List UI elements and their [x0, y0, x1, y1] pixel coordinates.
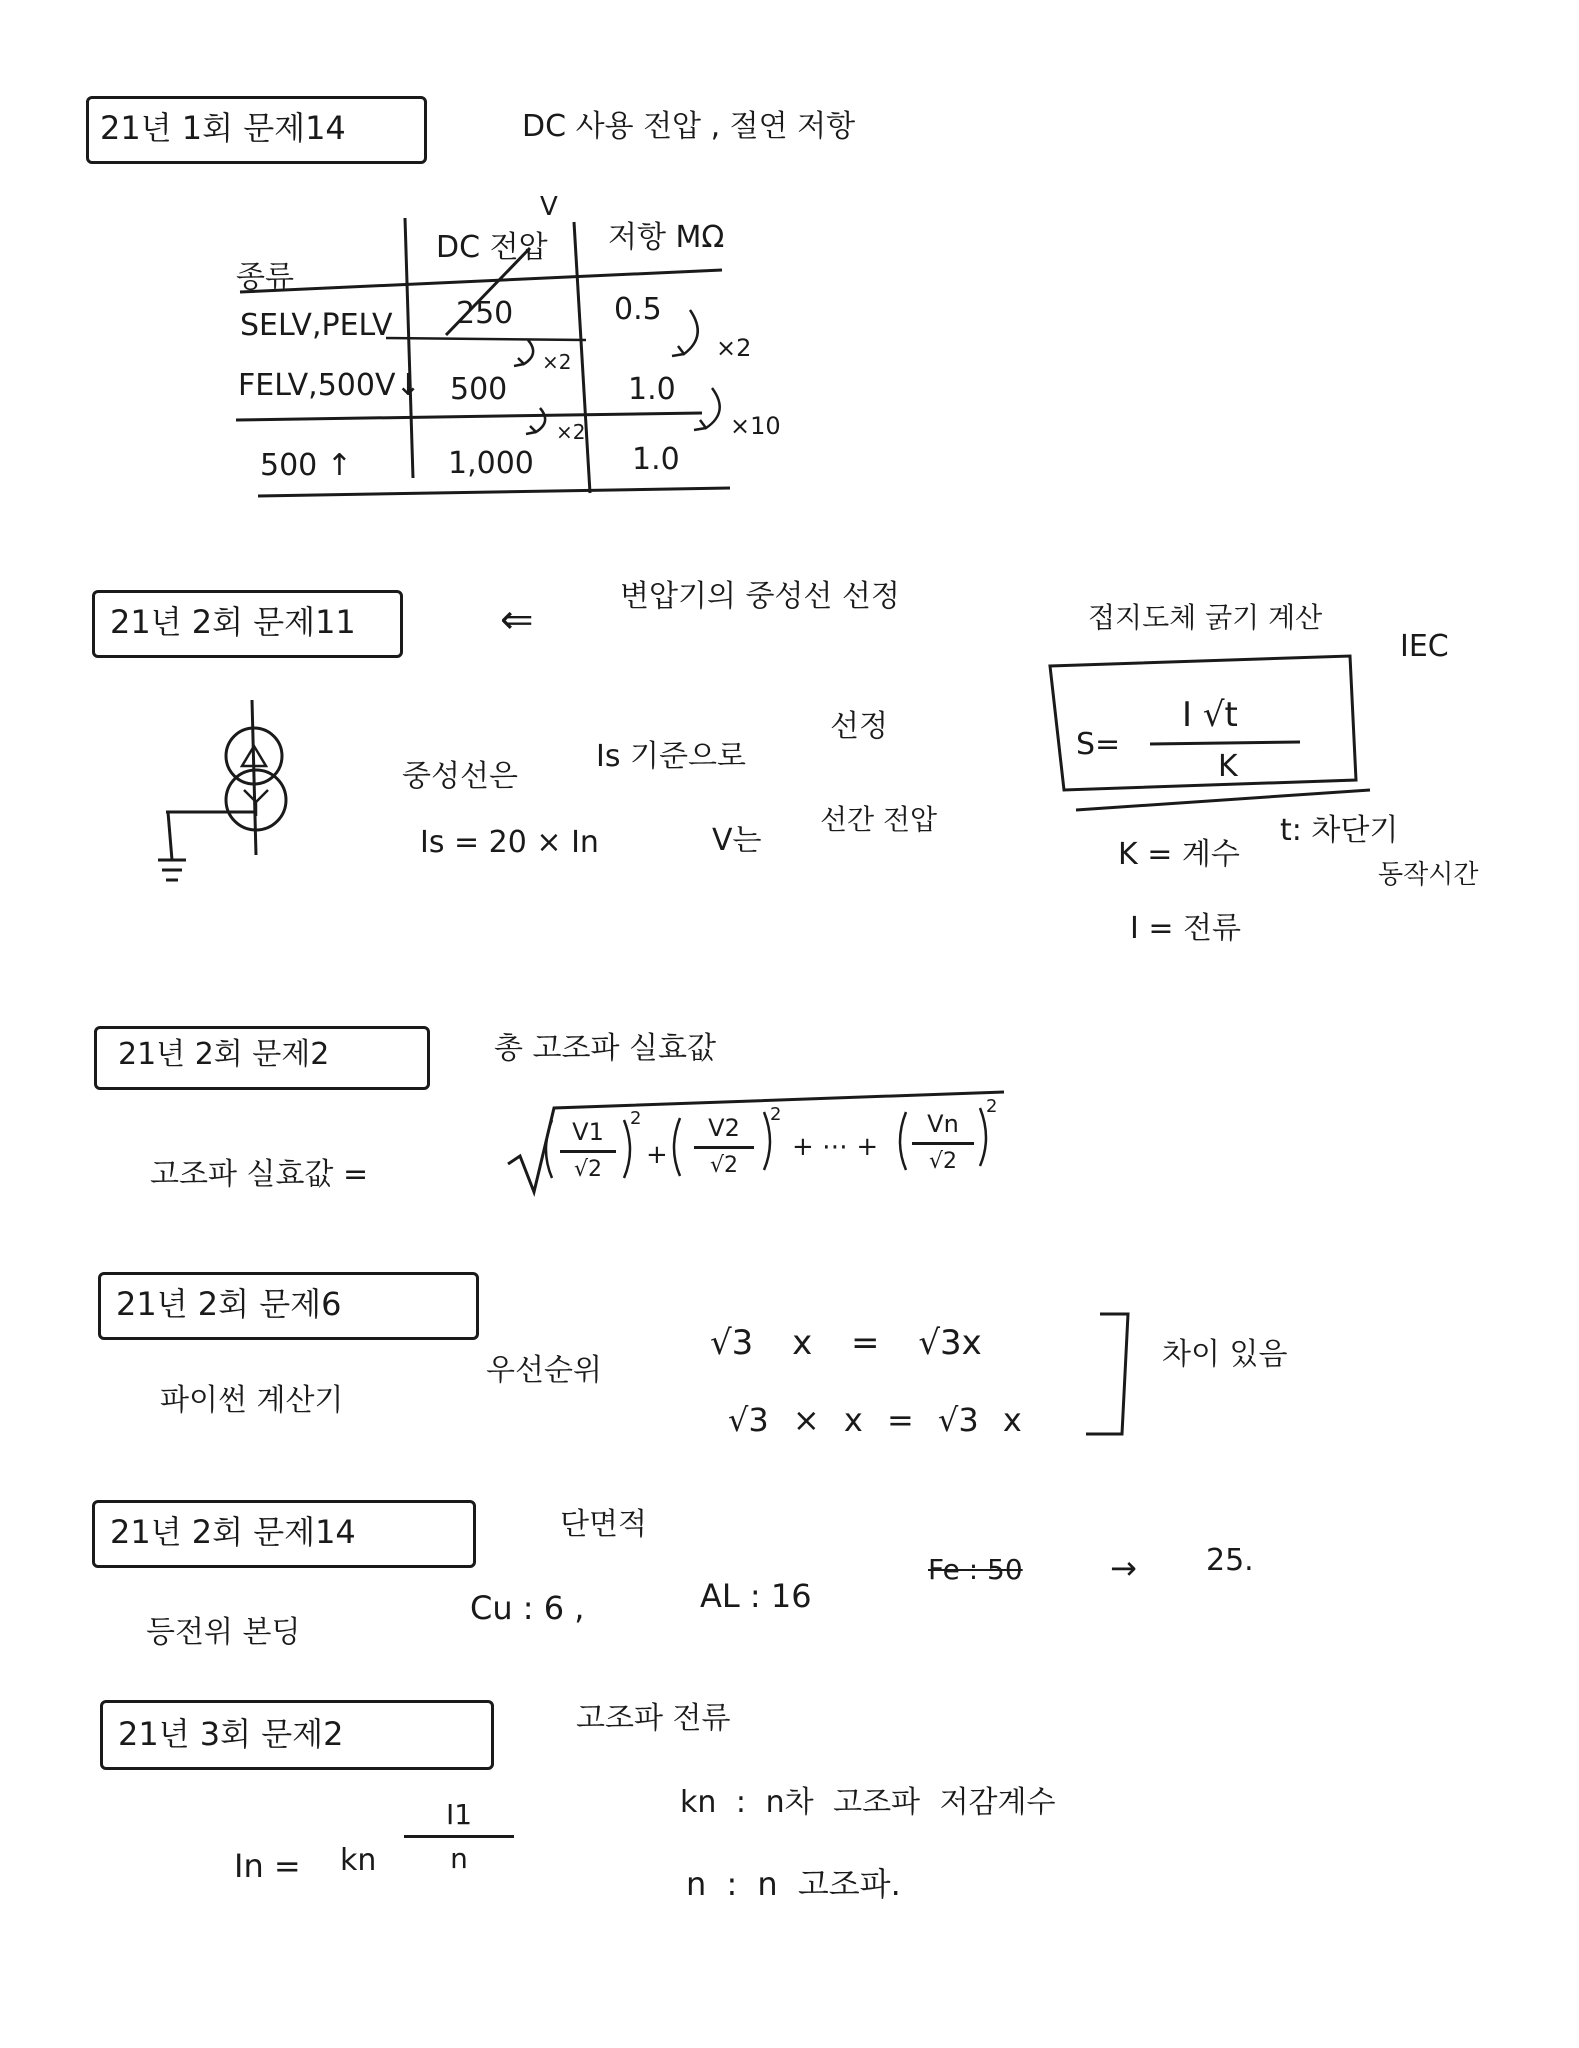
table-note-res-1: ×2 — [716, 334, 752, 362]
term-n-exp: 2 — [986, 1096, 998, 1117]
term-2-den: √2 — [709, 1153, 738, 1178]
section5-topic: 단면적 — [560, 1507, 647, 1542]
section5-arrow: → — [1110, 1549, 1137, 1587]
n-definition: n : n 고조파. — [686, 1865, 901, 1903]
kn-definition: kn : n차 고조파 저감계수 — [680, 1785, 1056, 1820]
table-row-1-res: 0.5 — [614, 292, 662, 327]
section3-topic: 총 고조파 실효값 — [494, 1031, 716, 1066]
table-header-dc: DC 전압 — [436, 230, 548, 265]
section6-fraction — [404, 1798, 514, 1875]
term-n-num: Vn — [927, 1110, 959, 1138]
section4-eq2: √3 × x = √3 x — [728, 1401, 1022, 1439]
section6-header: 21년 3회 문제2 — [118, 1715, 344, 1753]
section5-cu: Cu : 6 , — [470, 1589, 585, 1627]
table-note-res-2: ×10 — [730, 412, 781, 440]
section2-line2-a: Is = 20 × In — [420, 825, 599, 860]
formula-lhs: S= — [1076, 727, 1121, 762]
section4-eq1: √3 x = √3x — [710, 1323, 982, 1363]
section3-lhs: 고조파 실효값 = — [150, 1157, 369, 1192]
section2-line2-c: 선간 전압 — [820, 803, 938, 836]
table-row-3-dc: 1,000 — [448, 446, 534, 481]
section5-header: 21년 2회 문제14 — [110, 1513, 356, 1551]
section5-sub: 등전위 본딩 — [146, 1615, 301, 1650]
term-1-num: V1 — [572, 1118, 604, 1146]
table-row-3-kind: 500 ↑ — [260, 448, 352, 483]
plus-sign: + — [646, 1140, 668, 1170]
section4-header: 21년 2회 문제6 — [116, 1285, 342, 1323]
section5-fe: Fe : 50 — [928, 1553, 1023, 1586]
i-definition: I = 전류 — [1130, 911, 1242, 946]
table-row-3-res: 1.0 — [632, 442, 680, 477]
table-header-kind: 종류 — [236, 260, 294, 295]
term-1-exp: 2 — [630, 1108, 642, 1129]
section2-line1-a: 중성선은 — [402, 759, 518, 794]
term-2-num: V2 — [708, 1114, 740, 1142]
section2-line2-b: V는 — [712, 823, 762, 858]
section2-topic: 변압기의 중성선 선정 — [620, 579, 900, 614]
section2-arrow: ⇐ — [500, 597, 534, 643]
section6-formula-num: I1 — [445, 1798, 473, 1831]
table-row-2-kind: FELV,500V↓ — [238, 368, 421, 403]
section3-header: 21년 2회 문제2 — [118, 1037, 330, 1072]
section4-note: 차이 있음 — [1162, 1337, 1288, 1372]
table-row-2-res: 1.0 — [628, 372, 676, 407]
section6-formula-lhs: In = — [234, 1847, 301, 1885]
term-n-den: √2 — [928, 1149, 957, 1174]
table-note-dc-1: ×2 — [542, 350, 572, 374]
section5-al: AL : 16 — [700, 1577, 812, 1615]
k-definition: K = 계수 — [1118, 837, 1240, 872]
t-definition-1: t: 차단기 — [1280, 813, 1399, 848]
table-row-2-dc: 500 — [450, 372, 508, 407]
formula-num: I √t — [1182, 695, 1238, 735]
table-header-res: 저항 MΩ — [608, 220, 725, 255]
section1-header: 21년 1회 문제14 — [100, 109, 346, 147]
section2-right-ref: IEC — [1400, 629, 1449, 664]
t-definition-2: 동작시간 — [1378, 860, 1479, 890]
formula-den: K — [1218, 749, 1238, 784]
section6-topic: 고조파 전류 — [576, 1701, 731, 1736]
section6-formula-k: kn — [340, 1843, 377, 1878]
term-1-den: √2 — [573, 1157, 602, 1182]
term-2-exp: 2 — [770, 1104, 782, 1125]
table-row-1-dc: 250 — [456, 296, 514, 331]
section2-line1-c: 선정 — [830, 709, 888, 744]
section5-fe-new: 25. — [1206, 1543, 1254, 1578]
table-header-dc-unit: V — [540, 192, 558, 222]
section2-right-title: 접지도체 굵기 계산 — [1088, 601, 1323, 634]
section2-header: 21년 2회 문제11 — [110, 603, 356, 641]
section6-formula-den: n — [450, 1842, 468, 1875]
section4-priority: 우선순위 — [486, 1353, 602, 1388]
section2-line1-b: Is 기준으로 — [596, 739, 746, 774]
dots: + ⋯ + — [792, 1132, 879, 1162]
section4-sub: 파이썬 계산기 — [160, 1383, 344, 1418]
table-note-dc-2: ×2 — [556, 420, 586, 444]
table-row-1-kind: SELV,PELV — [240, 308, 393, 343]
section1-title: DC 사용 전압 , 절연 저항 — [522, 109, 856, 144]
